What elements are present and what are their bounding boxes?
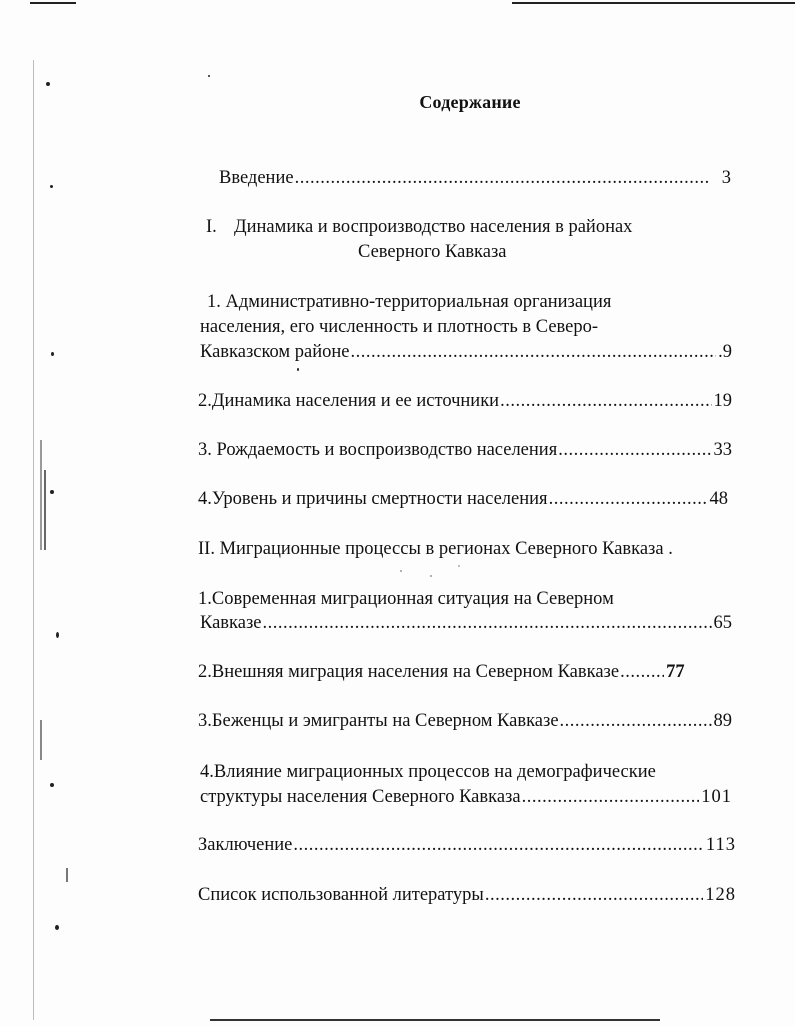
toc-entry-text: 2.Внешняя миграция населения на Северном Кавказе (198, 662, 620, 682)
margin-speck (51, 352, 54, 356)
toc-leader-dots (549, 487, 708, 511)
toc-leader-dots (295, 166, 710, 190)
toc-page-number: 77 (666, 662, 685, 682)
toc-item-2-2 (198, 660, 732, 684)
toc-page-number: 3 (721, 168, 731, 188)
margin-mark (44, 470, 46, 550)
toc-entry-text: 3. Рождаемость и воспроизводство населения (198, 440, 558, 460)
toc-leader-dots (500, 389, 711, 413)
margin-speck (400, 570, 402, 572)
page-title: Содержание (419, 92, 521, 112)
toc-item-2-1-line2 (200, 611, 732, 635)
toc-entry-text: 2.Динамика населения и ее источники (198, 391, 500, 411)
toc-entry-text: 4.Уровень и причины смертности населения (198, 489, 548, 509)
toc-item-2-3 (198, 709, 732, 733)
toc-leader-dots (560, 709, 712, 733)
toc-item-1-1-line1: 1. Административно-территориальная организация (207, 292, 612, 312)
toc-page-number: 65 (713, 613, 732, 633)
toc-leader-dots (558, 438, 711, 462)
margin-speck (46, 82, 50, 86)
margin-mark (66, 868, 68, 882)
toc-item-1-2 (198, 389, 732, 413)
toc-entry-conclusion (198, 833, 736, 857)
margin-speck (50, 783, 54, 787)
toc-chapter-2-heading: II. Миграционные процессы в регионах Северного Кавказа . (198, 539, 673, 559)
margin-speck (430, 575, 432, 577)
toc-entry-text: Список использованной литературы (198, 885, 484, 905)
toc-leader-dots (620, 660, 664, 684)
toc-page-number: 33 (713, 440, 732, 460)
toc-page-number: 89 (713, 711, 732, 731)
toc-chapter-1-heading (206, 215, 632, 239)
toc-leader-dots (522, 785, 700, 809)
toc-item-2-1-line1: 1.Современная миграционная ситуация на Северном (198, 589, 614, 609)
toc-entry-text: структуры населения Северного Кавказа (200, 787, 521, 807)
margin-mark (40, 720, 42, 760)
margin-speck (56, 632, 59, 638)
toc-item-1-3 (198, 438, 732, 462)
toc-item-2-4-line2 (200, 785, 732, 809)
toc-page-number: .9 (718, 342, 732, 362)
toc-entry-text: Заключение (198, 835, 293, 855)
toc-leader-dots (262, 611, 711, 635)
toc-page-number: 113 (705, 835, 736, 855)
chapter-title-line2: Северного Кавказа (358, 242, 507, 262)
toc-entry-text: Кавказском районе (200, 342, 350, 362)
toc-item-1-1-line2: населения, его численность и плотность в Северо- (200, 317, 599, 337)
margin-shadow (33, 60, 34, 1020)
toc-page-number: 128 (705, 885, 736, 905)
toc-leader-dots (485, 883, 703, 907)
margin-mark (40, 440, 42, 550)
scan-edge-bottom (210, 1019, 660, 1021)
margin-speck (297, 368, 299, 371)
toc-page-number: 101 (701, 787, 732, 807)
toc-page-number: 19 (713, 391, 732, 411)
margin-speck (50, 185, 53, 188)
toc-entry-references (198, 883, 736, 907)
toc-item-1-1-line3 (200, 340, 732, 364)
margin-speck (208, 75, 210, 77)
margin-speck (55, 925, 59, 930)
chapter-title-line1: Динамика и воспроизводство населения в районах (234, 217, 633, 237)
margin-speck (50, 490, 54, 494)
toc-entry-text: Кавказе (200, 613, 262, 633)
scan-edge-top-left (30, 2, 76, 4)
toc-item-1-4 (198, 487, 728, 511)
toc-leader-dots (350, 340, 716, 364)
toc-entry-text: Введение (219, 168, 294, 188)
margin-speck (458, 565, 460, 567)
toc-leader-dots (293, 833, 704, 857)
scan-edge-top-right (512, 2, 795, 4)
toc-entry-intro (219, 166, 731, 190)
chapter-number: I. (206, 217, 217, 237)
toc-page-number: 48 (709, 489, 728, 509)
toc-entry-text: 3.Беженцы и эмигранты на Северном Кавказе (198, 711, 559, 731)
toc-item-2-4-line1: 4.Влияние миграционных процессов на демографические (200, 762, 656, 782)
